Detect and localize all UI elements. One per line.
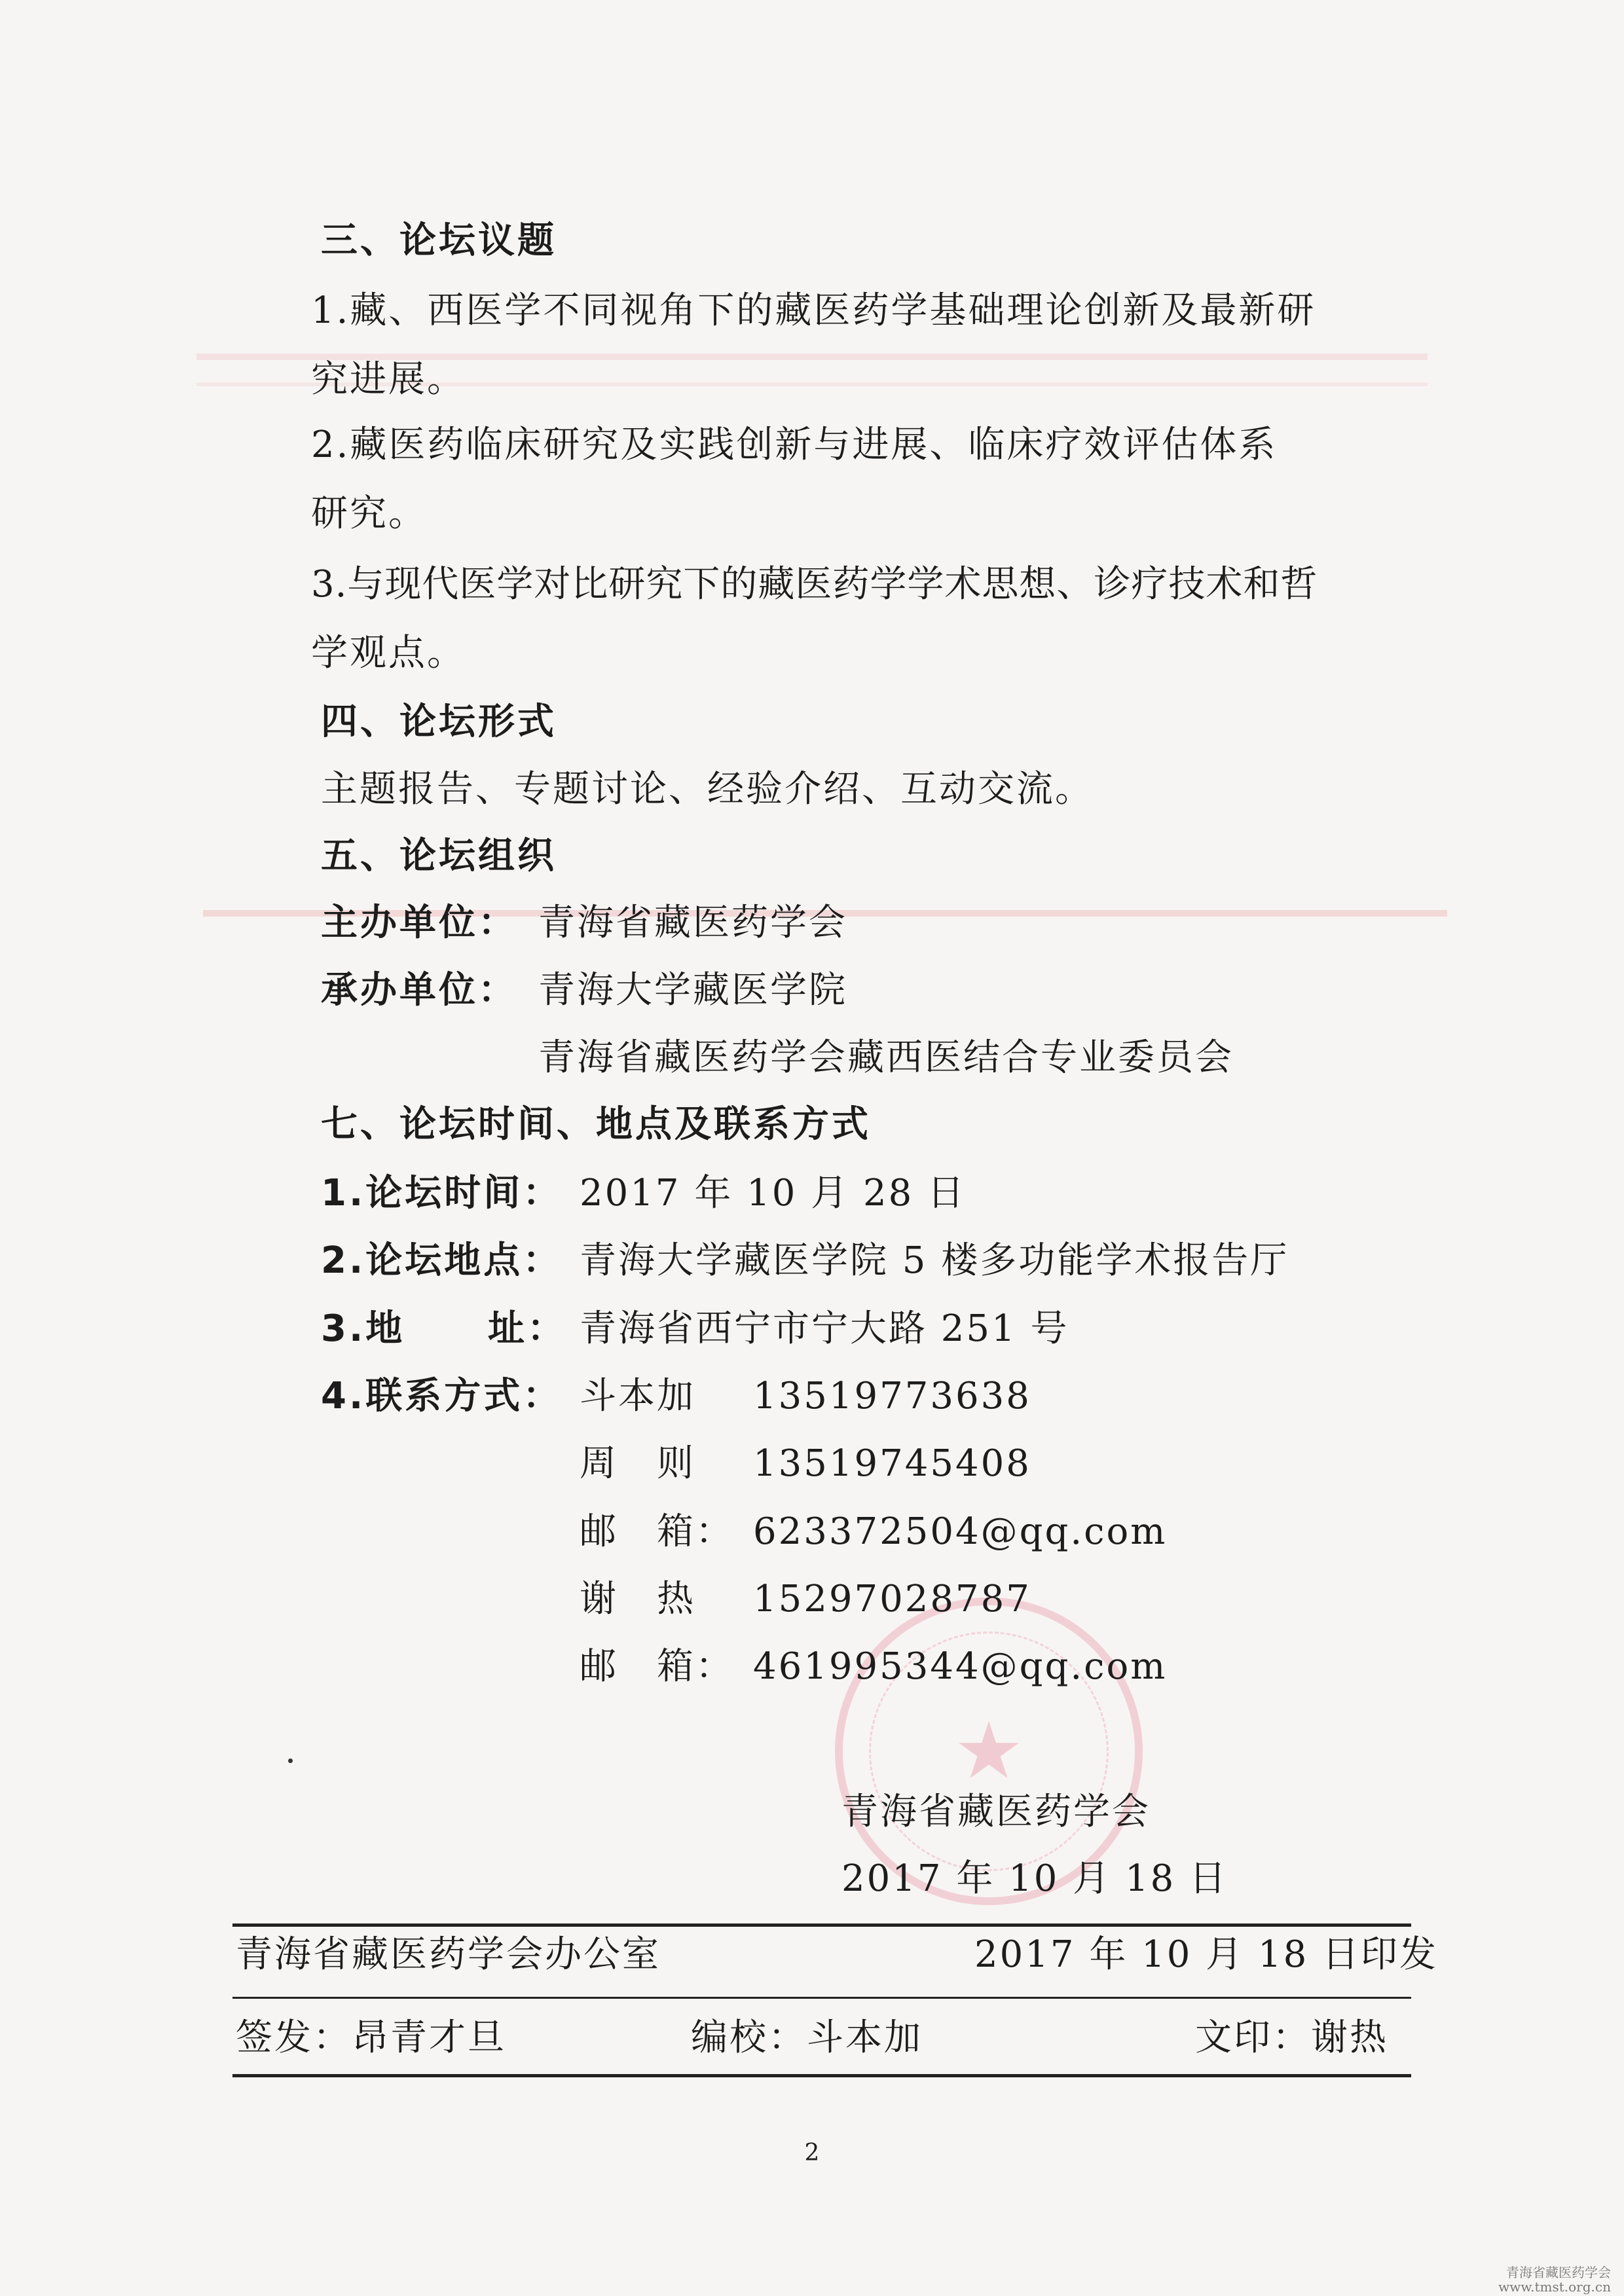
time-value: 2017 年 10 月 28 日 xyxy=(580,1172,967,1214)
watermark-line2: www.tmst.org.cn xyxy=(1498,2279,1611,2295)
footer-editor: 编校：斗本加 xyxy=(691,2016,923,2059)
section3-title: 三、论坛议题 xyxy=(321,219,557,262)
address-value: 青海省西宁市宁大路 251 号 xyxy=(580,1307,1069,1350)
section7-title: 七、论坛时间、地点及联系方式 xyxy=(321,1103,871,1146)
address-label-a: 3.地 xyxy=(321,1307,405,1350)
watermark-line1: 青海省藏医药学会 xyxy=(1506,2265,1611,2280)
host-value: 青海省藏医药学会 xyxy=(538,902,847,944)
contact-phone-2: 13519745408 xyxy=(753,1442,1031,1485)
place-value: 青海大学藏医学院 5 楼多功能学术报告厅 xyxy=(580,1239,1289,1282)
section4-title: 四、论坛形式 xyxy=(321,701,557,743)
address-label-b: 址： xyxy=(488,1307,566,1350)
s3-item1-line2: 究进展。 xyxy=(311,358,466,401)
footer-rule-bottom xyxy=(232,2074,1411,2077)
contact-email-1: 623372504@qq.com xyxy=(753,1510,1168,1553)
seal-star-icon: ★ xyxy=(953,1705,1024,1797)
contact-email-2: 461995344@qq.com xyxy=(753,1645,1168,1688)
section5-title: 五、论坛组织 xyxy=(321,835,557,877)
organizer-value-2: 青海省藏医药学会藏西医结合专业委员会 xyxy=(538,1036,1234,1079)
footer-rule-top xyxy=(232,1923,1411,1927)
signature-date: 2017 年 10 月 18 日 xyxy=(841,1857,1228,1900)
s3-item3-line2: 学观点。 xyxy=(311,632,466,674)
footer-print-date: 2017 年 10 月 18 日印发 xyxy=(974,1933,1439,1976)
contact-email-label-2: 邮 箱： xyxy=(580,1645,734,1688)
time-label: 1.论坛时间： xyxy=(321,1172,563,1214)
contact-name-2: 周 则 xyxy=(580,1442,695,1485)
s3-item2-line2: 研究。 xyxy=(311,492,427,535)
contact-name-3: 谢 热 xyxy=(580,1578,695,1620)
place-label: 2.论坛地点： xyxy=(321,1239,563,1282)
contact-name-1: 斗本加 xyxy=(580,1375,695,1417)
contact-phone-3: 15297028787 xyxy=(753,1578,1031,1620)
contact-email-label-1: 邮 箱： xyxy=(580,1510,734,1553)
footer-rule-middle xyxy=(232,1997,1411,1999)
contact-phone-1: 13519773638 xyxy=(753,1375,1031,1417)
organizer-value-1: 青海大学藏医学院 xyxy=(538,969,847,1011)
footer-typist: 文印：谢热 xyxy=(1195,2016,1388,2059)
host-label: 主办单位： xyxy=(321,902,517,944)
section4-text: 主题报告、专题讨论、经验介绍、互动交流。 xyxy=(321,768,1094,811)
footer-issuer: 签发：昂青才旦 xyxy=(236,2016,506,2059)
stray-mark xyxy=(288,1758,293,1763)
contact-label: 4.联系方式： xyxy=(321,1375,563,1417)
page-number: 2 xyxy=(804,2140,820,2166)
s3-item2-line1: 2.藏医药临床研究及实践创新与进展、临床疗效评估体系 xyxy=(311,424,1278,466)
organizer-label: 承办单位： xyxy=(321,969,517,1011)
signature-org: 青海省藏医药学会 xyxy=(841,1791,1151,1833)
footer-office: 青海省藏医药学会办公室 xyxy=(236,1933,661,1976)
s3-item1-line1: 1.藏、西医学不同视角下的藏医药学基础理论创新及最新研 xyxy=(311,289,1316,332)
s3-item3-line1: 3.与现代医学对比研究下的藏医药学学术思想、诊疗技术和哲 xyxy=(311,563,1318,606)
corner-watermark xyxy=(1498,2265,1611,2294)
